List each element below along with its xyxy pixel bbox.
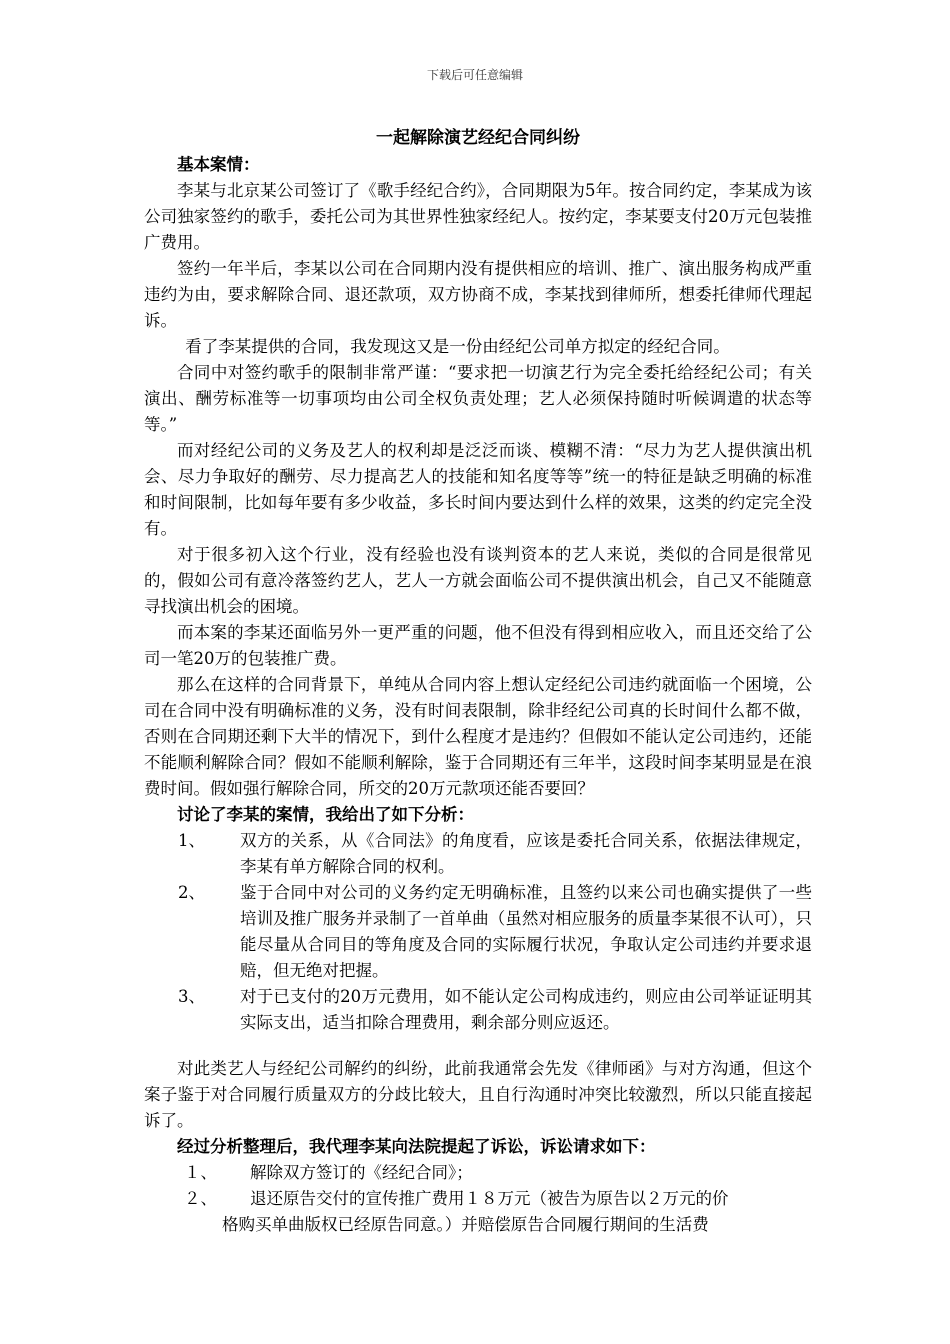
section-heading-claims: 经过分析整理后，我代理李某向法院提起了诉讼，诉讼请求如下： (177, 1137, 656, 1156)
analysis-item (144, 828, 812, 880)
paragraph: 合同中对签约歌手的限制非常严谨：“要求把一切演艺行为完全委托给经纪公司；有关演出、酬劳标准等一切事项均由公司全权负责处理；艺人必须保持随时听候调遣的状态等等。” (144, 363, 812, 434)
analysis-number: 1、 (178, 831, 205, 850)
claim-text: 退还原告交付的宣传推广费用１８万元（被告为原告以２万元的价 (250, 1189, 729, 1208)
claim-item (144, 1160, 812, 1186)
spacer (144, 1036, 812, 1056)
analysis-text: 双方的关系，从《合同法》的角度看，应该是委托合同关系，依据法律规定，李某有单方解除合同的权利。 (240, 831, 812, 876)
claim-number: ２、 (184, 1189, 217, 1208)
section-heading-analysis: 讨论了李某的案情，我给出了如下分析： (177, 805, 474, 824)
analysis-number: 2、 (178, 883, 205, 902)
paragraph: 对此类艺人与经纪公司解约的纠纷，此前我通常会先发《律师函》与对方沟通，但这个案子鉴于对合同履行质量双方的分歧比较大，且自行沟通时冲突比较激烈，所以只能直接起诉了。 (144, 1059, 812, 1130)
paragraph: 而本案的李某还面临另外一更严重的问题，他不但没有得到相应收入，而且还交给了公司一笔20万的包装推广费。 (144, 623, 812, 668)
paragraph: 而对经纪公司的义务及艺人的权利却是泛泛而谈、模糊不清：“尽力为艺人提供演出机会、尽力争取好的酬劳、尽力提高艺人的技能和知名度等等”统一的特征是缺乏明确的标准和时间限制，比如每年要有多少收益，多长时间内要达到什么样的效果，这类的约定完全没有。 (144, 441, 812, 538)
paragraph: 签约一年半后，李某以公司在合同期内没有提供相应的培训、推广、演出服务构成严重违约为由，要求解除合同、退还款项，双方协商不成，李某找到律师所，想委托律师代理起诉。 (144, 259, 812, 330)
analysis-item (144, 880, 812, 984)
analysis-text: 对于已支付的20万元费用，如不能认定公司构成违约，则应由公司举证证明其实际支出，适当扣除合理费用，剩余部分则应返还。 (240, 987, 812, 1032)
paragraph: 那么在这样的合同背景下，单纯从合同内容上想认定经纪公司违约就面临一个困境，公司在合同中没有明确标准的义务，没有时间表限制，除非经纪公司真的长时间什么都不做，否则在合同期还剩下大半的情况下，到什么程度才是违约？但假如不能认定公司违约，还能不能顺利解除合同？假如不能顺利解除，鉴于合同期还有三年半，这段时间李某明显是在浪费时间。假如强行解除合同，所交的20万元款项还能否要回？ (144, 675, 812, 798)
analysis-text: 鉴于合同中对公司的义务约定无明确标准，且签约以来公司也确实提供了一些培训及推广服务并录制了一首单曲（虽然对相应服务的质量李某很不认可），只能尽量从合同目的等角度及合同的实际履行状况，争取认定公司违约并要求退赔，但无绝对把握。 (240, 883, 812, 980)
paragraph: 看了李某提供的合同，我发现这又是一份由经纪公司单方拟定的经纪合同。 (185, 337, 730, 356)
paragraph: 对于很多初入这个行业，没有经验也没有谈判资本的艺人来说，类似的合同是很常见的，假如公司有意冷落签约艺人，艺人一方就会面临公司不提供演出机会，自己又不能随意寻找演出机会的困境。 (144, 545, 812, 616)
analysis-item (144, 984, 812, 1036)
page-header: 下载后可任意编辑 (426, 68, 523, 82)
document-body (144, 124, 812, 1238)
analysis-number: 3、 (178, 987, 205, 1006)
claim-text: 解除双方签订的《经纪合同》； (250, 1163, 473, 1182)
claim-text-continuation: 格购买单曲版权已经原告同意。）并赔偿原告合同履行期间的生活费 (222, 1215, 709, 1234)
paragraph: 李某与北京某公司签订了《歌手经纪合约》，合同期限为5年。按合同约定，李某成为该公司独家签约的歌手，委托公司为其世界性独家经纪人。按约定，李某要支付20万元包装推广费用。 (144, 181, 812, 252)
claim-item (144, 1186, 812, 1212)
section-heading-basic-facts: 基本案情： (177, 155, 260, 174)
document-title: 一起解除演艺经纪合同纠纷 (376, 128, 580, 148)
claim-number: １、 (184, 1163, 217, 1182)
